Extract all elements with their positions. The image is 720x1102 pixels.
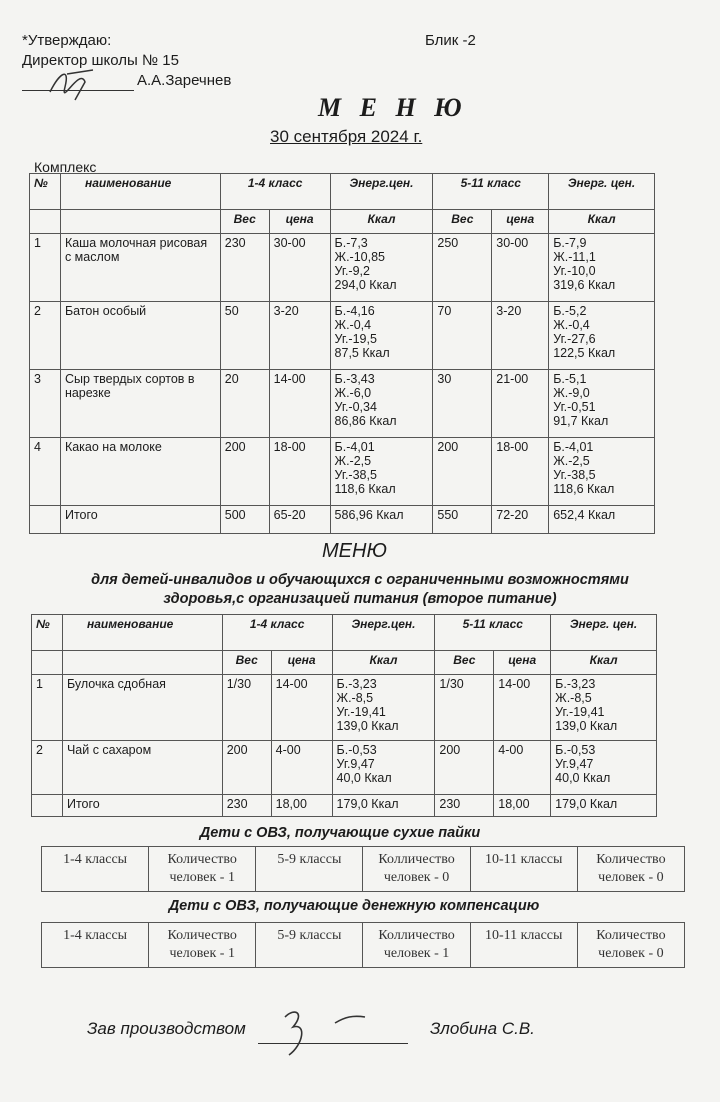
- price: 14-00: [271, 675, 332, 741]
- col-energy-2: Энерг. цен.: [551, 615, 657, 651]
- table-row: [30, 438, 655, 506]
- ovz-dry-table: [41, 846, 685, 892]
- dish-name: Булочка сдобная: [62, 675, 222, 741]
- sub-kcal: Ккал: [549, 210, 655, 234]
- weight: 200: [435, 741, 494, 795]
- sub-kcal: Ккал: [551, 651, 657, 675]
- sub-price: цена: [271, 651, 332, 675]
- row-number: [32, 795, 63, 817]
- col-number: №: [32, 615, 63, 651]
- row-number: 1: [32, 675, 63, 741]
- sub-weight: Вес: [435, 651, 494, 675]
- dish-name: Сыр твердых сортов в нарезке: [60, 370, 220, 438]
- dish-name: Чай с сахаром: [62, 741, 222, 795]
- weight: 230: [220, 234, 269, 302]
- energy: 652,4 Ккал: [549, 506, 655, 534]
- menu2-subtitle: для детей-инвалидов и обучающихся с ограниченными возможностями: [91, 572, 629, 588]
- energy: 179,0 Ккал: [551, 795, 657, 817]
- ovz-money-table: [41, 922, 685, 968]
- row-number: 2: [32, 741, 63, 795]
- weight: 230: [435, 795, 494, 817]
- price: 72-20: [492, 506, 549, 534]
- energy: Б.-5,2 Ж.-0,4 Уг.-27,6 122,5 Ккал: [549, 302, 655, 370]
- ovz-cell: 1-4 классы: [42, 923, 149, 968]
- price: 18-00: [269, 438, 330, 506]
- price: 14-00: [494, 675, 551, 741]
- col-grade-1-4: 1-4 класс: [220, 174, 330, 210]
- col-energy-1: Энерг.цен.: [330, 174, 433, 210]
- row-number: 2: [30, 302, 61, 370]
- energy: Б.-3,23 Ж.-8,5 Уг.-19,41 139,0 Ккал: [551, 675, 657, 741]
- energy: Б.-5,1 Ж.-9,0 Уг.-0,51 91,7 Ккал: [549, 370, 655, 438]
- total-row: [32, 795, 657, 817]
- ovz-cell: Количество человек - 0: [577, 923, 684, 968]
- energy: Б.-7,9 Ж.-11,1 Уг.-10,0 319,6 Ккал: [549, 234, 655, 302]
- weight: 550: [433, 506, 492, 534]
- price: 4-00: [271, 741, 332, 795]
- price: 4-00: [494, 741, 551, 795]
- energy: 179,0 Ккал: [332, 795, 435, 817]
- row-number: 3: [30, 370, 61, 438]
- table-row: [32, 675, 657, 741]
- menu2-subtitle-2: здоровья,с организацией питания (второе питание): [163, 591, 557, 607]
- ovz-cell: Колличество человек - 0: [363, 847, 470, 892]
- row-number: 4: [30, 438, 61, 506]
- sub-price: цена: [269, 210, 330, 234]
- ovz-cell: 1-4 классы: [42, 847, 149, 892]
- ovz-cell: Колличество человек - 1: [363, 923, 470, 968]
- price: 30-00: [492, 234, 549, 302]
- weight: 500: [220, 506, 269, 534]
- blank-label: Блик -2: [425, 32, 476, 49]
- dish-name: Каша молочная рисовая с маслом: [60, 234, 220, 302]
- production-signature: [275, 1005, 375, 1065]
- weight: 200: [433, 438, 492, 506]
- director-signature: [45, 62, 105, 102]
- ovz-cell: 5-9 классы: [256, 923, 363, 968]
- menu-table-main: [29, 173, 655, 534]
- energy: Б.-4,16 Ж.-0,4 Уг.-19,5 87,5 Ккал: [330, 302, 433, 370]
- sub-weight: Вес: [220, 210, 269, 234]
- ovz-cell: 5-9 классы: [256, 847, 363, 892]
- table-row: [32, 741, 657, 795]
- weight: 200: [222, 741, 271, 795]
- price: 18,00: [271, 795, 332, 817]
- energy: Б.-3,23 Ж.-8,5 Уг.-19,41 139,0 Ккал: [332, 675, 435, 741]
- menu-date: 30 сентября 2024 г.: [270, 127, 423, 146]
- ovz-dry-title: Дети с ОВЗ, получающие сухие пайки: [199, 825, 481, 841]
- weight: 200: [220, 438, 269, 506]
- ovz-cell: Количество человек - 0: [577, 847, 684, 892]
- weight: 230: [222, 795, 271, 817]
- total-row: [30, 506, 655, 534]
- weight: 1/30: [222, 675, 271, 741]
- price: 14-00: [269, 370, 330, 438]
- energy: Б.-0,53 Уг.9,47 40,0 Ккал: [551, 741, 657, 795]
- col-name: наименование: [62, 615, 222, 651]
- price: 21-00: [492, 370, 549, 438]
- sub-price: цена: [494, 651, 551, 675]
- col-grade-5-11: 5-11 класс: [435, 615, 551, 651]
- director-title: Директор школы № 15: [22, 52, 179, 69]
- price: 18,00: [494, 795, 551, 817]
- energy: Б.-0,53 Уг.9,47 40,0 Ккал: [332, 741, 435, 795]
- weight: 70: [433, 302, 492, 370]
- sub-weight: Вес: [222, 651, 271, 675]
- col-grade-1-4: 1-4 класс: [222, 615, 332, 651]
- ovz-cell: 10-11 классы: [470, 847, 577, 892]
- sub-weight: Вес: [433, 210, 492, 234]
- sub-kcal: Ккал: [330, 210, 433, 234]
- col-grade-5-11: 5-11 класс: [433, 174, 549, 210]
- weight: 50: [220, 302, 269, 370]
- energy: Б.-4,01 Ж.-2,5 Уг.-38,5 118,6 Ккал: [330, 438, 433, 506]
- price: 3-20: [492, 302, 549, 370]
- weight: 20: [220, 370, 269, 438]
- price: 30-00: [269, 234, 330, 302]
- page-title: М Е Н Ю: [318, 93, 468, 122]
- col-energy-2: Энерг. цен.: [549, 174, 655, 210]
- weight: 30: [433, 370, 492, 438]
- row-number: 1: [30, 234, 61, 302]
- ovz-cell: 10-11 классы: [470, 923, 577, 968]
- price: 18-00: [492, 438, 549, 506]
- ovz-cell: Количество человек - 1: [149, 923, 256, 968]
- ovz-cell: Количество человек - 1: [149, 847, 256, 892]
- table-row: [30, 370, 655, 438]
- price: 3-20: [269, 302, 330, 370]
- col-name: наименование: [60, 174, 220, 210]
- weight: 250: [433, 234, 492, 302]
- director-name: А.А.Заречнев: [137, 72, 232, 89]
- footer-name: Злобина С.В.: [430, 1019, 535, 1038]
- energy: Б.-7,3 Ж.-10,85 Уг.-9,2 294,0 Ккал: [330, 234, 433, 302]
- table-row: [30, 234, 655, 302]
- total-label: Итого: [60, 506, 220, 534]
- table-row: [30, 302, 655, 370]
- weight: 1/30: [435, 675, 494, 741]
- total-label: Итого: [62, 795, 222, 817]
- energy: Б.-3,43 Ж.-6,0 Уг.-0,34 86,86 Ккал: [330, 370, 433, 438]
- ovz-money-title: Дети с ОВЗ, получающие денежную компенсацию: [168, 898, 540, 914]
- dish-name: Батон особый: [60, 302, 220, 370]
- price: 65-20: [269, 506, 330, 534]
- approve-label: *Утверждаю:: [22, 32, 112, 49]
- col-energy-1: Энерг.цен.: [332, 615, 435, 651]
- menu-table-second: [31, 614, 657, 817]
- dish-name: Какао на молоке: [60, 438, 220, 506]
- energy: 586,96 Ккал: [330, 506, 433, 534]
- menu2-title: МЕНЮ: [322, 540, 387, 562]
- energy: Б.-4,01 Ж.-2,5 Уг.-38,5 118,6 Ккал: [549, 438, 655, 506]
- row-number: [30, 506, 61, 534]
- sub-price: цена: [492, 210, 549, 234]
- col-number: №: [30, 174, 61, 210]
- sub-kcal: Ккал: [332, 651, 435, 675]
- footer-role: Зав производством: [87, 1019, 246, 1038]
- complex-label: Комплекс: [34, 159, 97, 175]
